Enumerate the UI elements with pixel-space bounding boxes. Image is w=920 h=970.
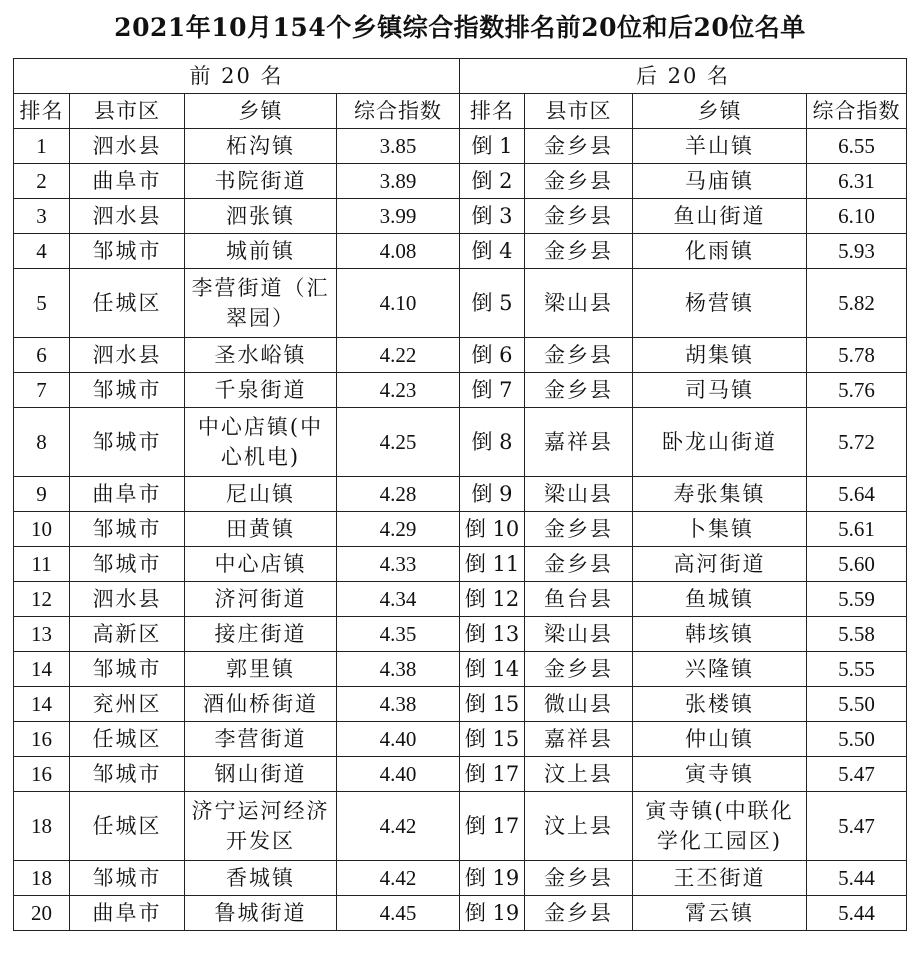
table-row [14, 896, 907, 931]
bottom-town-cell: 鱼城镇 [633, 582, 807, 617]
table-row [14, 547, 907, 582]
bottom-index-cell: 5.72 [807, 408, 907, 477]
bottom-county-cell: 金乡县 [525, 373, 633, 408]
bottom-town-cell: 化雨镇 [633, 234, 807, 269]
top-town-cell: 城前镇 [185, 234, 337, 269]
table-row [14, 512, 907, 547]
top-index-cell: 4.40 [337, 722, 460, 757]
table-row [14, 164, 907, 199]
bottom-town-cell: 霄云镇 [633, 896, 807, 931]
table-row [14, 722, 907, 757]
top-county-cell: 任城区 [70, 269, 185, 338]
town-column-header: 乡镇 [633, 94, 807, 129]
top-index-cell: 4.42 [337, 861, 460, 896]
bottom-county-cell: 金乡县 [525, 512, 633, 547]
bottom-town-cell: 卧龙山街道 [633, 408, 807, 477]
top-index-cell: 4.34 [337, 582, 460, 617]
bottom-20-group-header: 后 20 名 [460, 59, 907, 94]
town-column-header: 乡镇 [185, 94, 337, 129]
bottom-rank-cell: 倒 15 [460, 722, 525, 757]
top-county-cell: 邹城市 [70, 861, 185, 896]
top-town-cell: 柘沟镇 [185, 129, 337, 164]
top-town-cell: 酒仙桥街道 [185, 687, 337, 722]
top-county-cell: 兖州区 [70, 687, 185, 722]
bottom-rank-cell: 倒 5 [460, 269, 525, 338]
rank-column-header: 排名 [14, 94, 70, 129]
bottom-county-cell: 金乡县 [525, 129, 633, 164]
top-rank-cell: 16 [14, 722, 70, 757]
bottom-index-cell: 5.50 [807, 687, 907, 722]
top-index-cell: 4.40 [337, 757, 460, 792]
top-town-cell: 钢山街道 [185, 757, 337, 792]
top-county-cell: 邹城市 [70, 547, 185, 582]
top-town-cell: 圣水峪镇 [185, 338, 337, 373]
bottom-rank-cell: 倒 19 [460, 861, 525, 896]
top-town-cell: 田黄镇 [185, 512, 337, 547]
bottom-county-cell: 金乡县 [525, 338, 633, 373]
top-town-cell: 鲁城街道 [185, 896, 337, 931]
top-rank-cell: 20 [14, 896, 70, 931]
top-town-cell: 李营街道（汇翠园） [185, 269, 337, 338]
top-rank-cell: 14 [14, 687, 70, 722]
top-rank-cell: 10 [14, 512, 70, 547]
top-county-cell: 任城区 [70, 792, 185, 861]
top-index-cell: 4.22 [337, 338, 460, 373]
bottom-rank-cell: 倒 6 [460, 338, 525, 373]
bottom-index-cell: 5.44 [807, 896, 907, 931]
top-rank-cell: 18 [14, 861, 70, 896]
bottom-index-cell: 5.82 [807, 269, 907, 338]
top-county-cell: 任城区 [70, 722, 185, 757]
bottom-rank-cell: 倒 12 [460, 582, 525, 617]
top-town-cell: 中心店镇(中心机电) [185, 408, 337, 477]
bottom-town-cell: 马庙镇 [633, 164, 807, 199]
bottom-county-cell: 金乡县 [525, 547, 633, 582]
bottom-index-cell: 5.47 [807, 757, 907, 792]
bottom-rank-cell: 倒 8 [460, 408, 525, 477]
bottom-index-cell: 5.59 [807, 582, 907, 617]
top-index-cell: 4.35 [337, 617, 460, 652]
bottom-town-cell: 鱼山街道 [633, 199, 807, 234]
top-rank-cell: 18 [14, 792, 70, 861]
top-county-cell: 曲阜市 [70, 896, 185, 931]
bottom-town-cell: 寅寺镇(中联化学化工园区) [633, 792, 807, 861]
index-column-header: 综合指数 [337, 94, 460, 129]
bottom-county-cell: 梁山县 [525, 617, 633, 652]
bottom-index-cell: 6.10 [807, 199, 907, 234]
top-index-cell: 3.99 [337, 199, 460, 234]
top-rank-cell: 14 [14, 652, 70, 687]
bottom-county-cell: 鱼台县 [525, 582, 633, 617]
table-row [14, 687, 907, 722]
top-rank-cell: 3 [14, 199, 70, 234]
top-index-cell: 4.45 [337, 896, 460, 931]
bottom-rank-cell: 倒 7 [460, 373, 525, 408]
bottom-index-cell: 5.47 [807, 792, 907, 861]
top-rank-cell: 5 [14, 269, 70, 338]
top-county-cell: 邹城市 [70, 408, 185, 477]
bottom-index-cell: 5.60 [807, 547, 907, 582]
table-row [14, 792, 907, 861]
bottom-town-cell: 羊山镇 [633, 129, 807, 164]
table-row [14, 408, 907, 477]
bottom-rank-cell: 倒 10 [460, 512, 525, 547]
table-row [14, 199, 907, 234]
county-column-header: 县市区 [70, 94, 185, 129]
bottom-town-cell: 寅寺镇 [633, 757, 807, 792]
top-index-cell: 3.85 [337, 129, 460, 164]
top-town-cell: 中心店镇 [185, 547, 337, 582]
top-rank-cell: 9 [14, 477, 70, 512]
top-rank-cell: 2 [14, 164, 70, 199]
page-title: 2021年10月154个乡镇综合指数排名前20位和后20位名单 [114, 13, 806, 42]
top-rank-cell: 12 [14, 582, 70, 617]
top-town-cell: 尼山镇 [185, 477, 337, 512]
ranking-table [13, 58, 907, 931]
bottom-county-cell: 嘉祥县 [525, 722, 633, 757]
top-county-cell: 曲阜市 [70, 164, 185, 199]
bottom-rank-cell: 倒 17 [460, 757, 525, 792]
bottom-index-cell: 5.58 [807, 617, 907, 652]
top-town-cell: 郭里镇 [185, 652, 337, 687]
top-town-cell: 泗张镇 [185, 199, 337, 234]
top-index-cell: 4.25 [337, 408, 460, 477]
top-town-cell: 书院街道 [185, 164, 337, 199]
top-index-cell: 4.38 [337, 687, 460, 722]
bottom-town-cell: 卜集镇 [633, 512, 807, 547]
bottom-index-cell: 5.50 [807, 722, 907, 757]
top-county-cell: 邹城市 [70, 652, 185, 687]
top-20-group-header: 前 20 名 [14, 59, 460, 94]
top-rank-cell: 7 [14, 373, 70, 408]
top-index-cell: 4.08 [337, 234, 460, 269]
table-row [14, 373, 907, 408]
top-county-cell: 高新区 [70, 617, 185, 652]
bottom-rank-cell: 倒 13 [460, 617, 525, 652]
rank-column-header: 排名 [460, 94, 525, 129]
top-index-cell: 4.10 [337, 269, 460, 338]
bottom-index-cell: 5.93 [807, 234, 907, 269]
bottom-town-cell: 寿张集镇 [633, 477, 807, 512]
top-county-cell: 泗水县 [70, 582, 185, 617]
top-county-cell: 邹城市 [70, 512, 185, 547]
bottom-county-cell: 金乡县 [525, 164, 633, 199]
top-town-cell: 香城镇 [185, 861, 337, 896]
bottom-town-cell: 张楼镇 [633, 687, 807, 722]
top-county-cell: 邹城市 [70, 373, 185, 408]
table-row [14, 861, 907, 896]
top-town-cell: 千泉街道 [185, 373, 337, 408]
table-row [14, 129, 907, 164]
table-row [14, 269, 907, 338]
bottom-index-cell: 6.55 [807, 129, 907, 164]
table-row [14, 757, 907, 792]
bottom-county-cell: 汶上县 [525, 792, 633, 861]
top-rank-cell: 16 [14, 757, 70, 792]
top-index-cell: 4.42 [337, 792, 460, 861]
bottom-town-cell: 王丕街道 [633, 861, 807, 896]
top-index-cell: 4.38 [337, 652, 460, 687]
ranking-table-body [14, 129, 907, 931]
bottom-index-cell: 5.76 [807, 373, 907, 408]
top-rank-cell: 13 [14, 617, 70, 652]
top-index-cell: 4.33 [337, 547, 460, 582]
table-row [14, 234, 907, 269]
top-rank-cell: 11 [14, 547, 70, 582]
table-row [14, 477, 907, 512]
table-row [14, 617, 907, 652]
bottom-index-cell: 6.31 [807, 164, 907, 199]
bottom-rank-cell: 倒 14 [460, 652, 525, 687]
top-rank-cell: 8 [14, 408, 70, 477]
bottom-rank-cell: 倒 4 [460, 234, 525, 269]
bottom-rank-cell: 倒 15 [460, 687, 525, 722]
bottom-index-cell: 5.44 [807, 861, 907, 896]
bottom-town-cell: 杨营镇 [633, 269, 807, 338]
top-county-cell: 泗水县 [70, 199, 185, 234]
bottom-town-cell: 兴隆镇 [633, 652, 807, 687]
top-county-cell: 邹城市 [70, 757, 185, 792]
top-rank-cell: 1 [14, 129, 70, 164]
top-town-cell: 李营街道 [185, 722, 337, 757]
bottom-index-cell: 5.61 [807, 512, 907, 547]
top-rank-cell: 4 [14, 234, 70, 269]
bottom-town-cell: 胡集镇 [633, 338, 807, 373]
top-index-cell: 4.28 [337, 477, 460, 512]
top-rank-cell: 6 [14, 338, 70, 373]
top-county-cell: 泗水县 [70, 129, 185, 164]
bottom-county-cell: 微山县 [525, 687, 633, 722]
top-index-cell: 4.29 [337, 512, 460, 547]
top-town-cell: 接庄街道 [185, 617, 337, 652]
top-index-cell: 3.89 [337, 164, 460, 199]
bottom-rank-cell: 倒 17 [460, 792, 525, 861]
bottom-county-cell: 金乡县 [525, 861, 633, 896]
bottom-town-cell: 仲山镇 [633, 722, 807, 757]
bottom-rank-cell: 倒 1 [460, 129, 525, 164]
bottom-county-cell: 汶上县 [525, 757, 633, 792]
table-row [14, 582, 907, 617]
bottom-rank-cell: 倒 3 [460, 199, 525, 234]
bottom-town-cell: 司马镇 [633, 373, 807, 408]
bottom-county-cell: 梁山县 [525, 477, 633, 512]
bottom-county-cell: 金乡县 [525, 652, 633, 687]
top-county-cell: 邹城市 [70, 234, 185, 269]
bottom-index-cell: 5.55 [807, 652, 907, 687]
bottom-rank-cell: 倒 2 [460, 164, 525, 199]
bottom-town-cell: 韩垓镇 [633, 617, 807, 652]
bottom-rank-cell: 倒 9 [460, 477, 525, 512]
county-column-header: 县市区 [525, 94, 633, 129]
bottom-county-cell: 梁山县 [525, 269, 633, 338]
top-index-cell: 4.23 [337, 373, 460, 408]
bottom-rank-cell: 倒 11 [460, 547, 525, 582]
top-county-cell: 泗水县 [70, 338, 185, 373]
index-column-header: 综合指数 [807, 94, 907, 129]
top-county-cell: 曲阜市 [70, 477, 185, 512]
bottom-index-cell: 5.78 [807, 338, 907, 373]
bottom-county-cell: 金乡县 [525, 896, 633, 931]
bottom-county-cell: 金乡县 [525, 234, 633, 269]
bottom-index-cell: 5.64 [807, 477, 907, 512]
bottom-rank-cell: 倒 19 [460, 896, 525, 931]
top-town-cell: 济宁运河经济开发区 [185, 792, 337, 861]
table-row [14, 338, 907, 373]
bottom-county-cell: 嘉祥县 [525, 408, 633, 477]
bottom-town-cell: 高河街道 [633, 547, 807, 582]
table-row [14, 652, 907, 687]
bottom-county-cell: 金乡县 [525, 199, 633, 234]
top-town-cell: 济河街道 [185, 582, 337, 617]
